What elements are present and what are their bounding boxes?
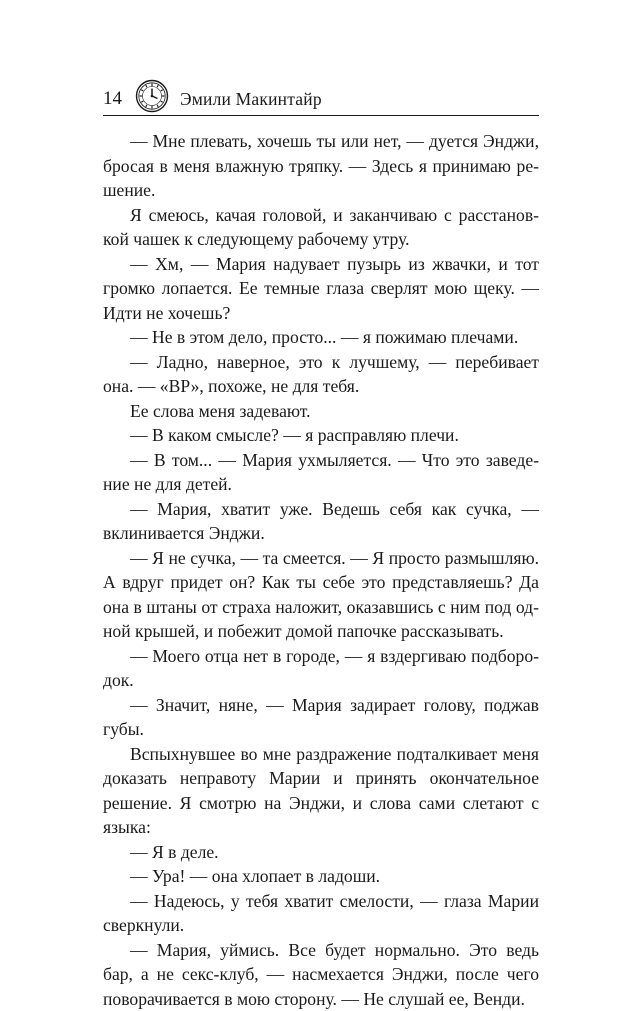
paragraph: — Значит, няне, — Мария задирает голову, поджав губы. bbox=[103, 693, 539, 742]
paragraph: — Не в этом дело, просто... — я пожимаю плечами. bbox=[103, 325, 539, 350]
clock-icon bbox=[135, 79, 169, 113]
body-text bbox=[103, 129, 539, 1011]
author-name: Эмили Макинтайр bbox=[180, 88, 322, 110]
paragraph: — Моего отца нет в городе, — я вздергиваю подбородок. bbox=[103, 644, 539, 693]
paragraph: — В том... — Мария ухмыляется. — Что это заведение не для детей. bbox=[103, 448, 539, 497]
paragraph: — Я в деле. bbox=[103, 840, 539, 865]
paragraph: — Я не сучка, — та смеется. — Я просто размышляю. А вдруг придет он? Как ты себе это представляешь? Да она в штаны от страха наложит, оказавшись с ним под одной крышей, и побежит домой папочке рассказывать. bbox=[103, 546, 539, 644]
paragraph: — Мария, уймись. Все будет нормально. Это ведь бар, а не секс-клуб, — насмехается Энджи, после чего поворачивается в мою сторону. — Не слушай ее, Венди. bbox=[103, 938, 539, 1011]
paragraph: Ее слова меня задевают. bbox=[103, 399, 539, 424]
paragraph: — Хм, — Мария надувает пузырь из жвачки, и тот громко лопается. Ее темные глаза сверлят мою щеку. — Идти не хочешь? bbox=[103, 252, 539, 326]
paragraph: — Надеюсь, у тебя хватит смелости, — глаза Марии сверкнули. bbox=[103, 889, 539, 938]
running-head bbox=[103, 76, 539, 116]
paragraph: — Ладно, наверное, это к лучшему, — перебивает она. — «ВР», похоже, не для тебя. bbox=[103, 350, 539, 399]
paragraph: — Ура! — она хлопает в ладоши. bbox=[103, 864, 539, 889]
paragraph: Вспыхнувшее во мне раздражение подталкивает меня доказать неправоту Марии и принять окончательное решение. Я смотрю на Энджи, и слова сами слетают с языка: bbox=[103, 742, 539, 840]
paragraph: Я смеюсь, качая головой, и заканчиваю с расстановкой чашек к следующему рабочему утру. bbox=[103, 203, 539, 252]
paragraph: — В каком смысле? — я расправляю плечи. bbox=[103, 423, 539, 448]
header-rule bbox=[103, 115, 539, 116]
page-number: 14 bbox=[103, 88, 122, 110]
paragraph: — Мне плевать, хочешь ты или нет, — дуется Энджи, бросая в меня влажную тряпку. — Здесь я принимаю решение. bbox=[103, 129, 539, 203]
paragraph: — Мария, хватит уже. Ведешь себя как сучка, — вклинивается Энджи. bbox=[103, 497, 539, 546]
